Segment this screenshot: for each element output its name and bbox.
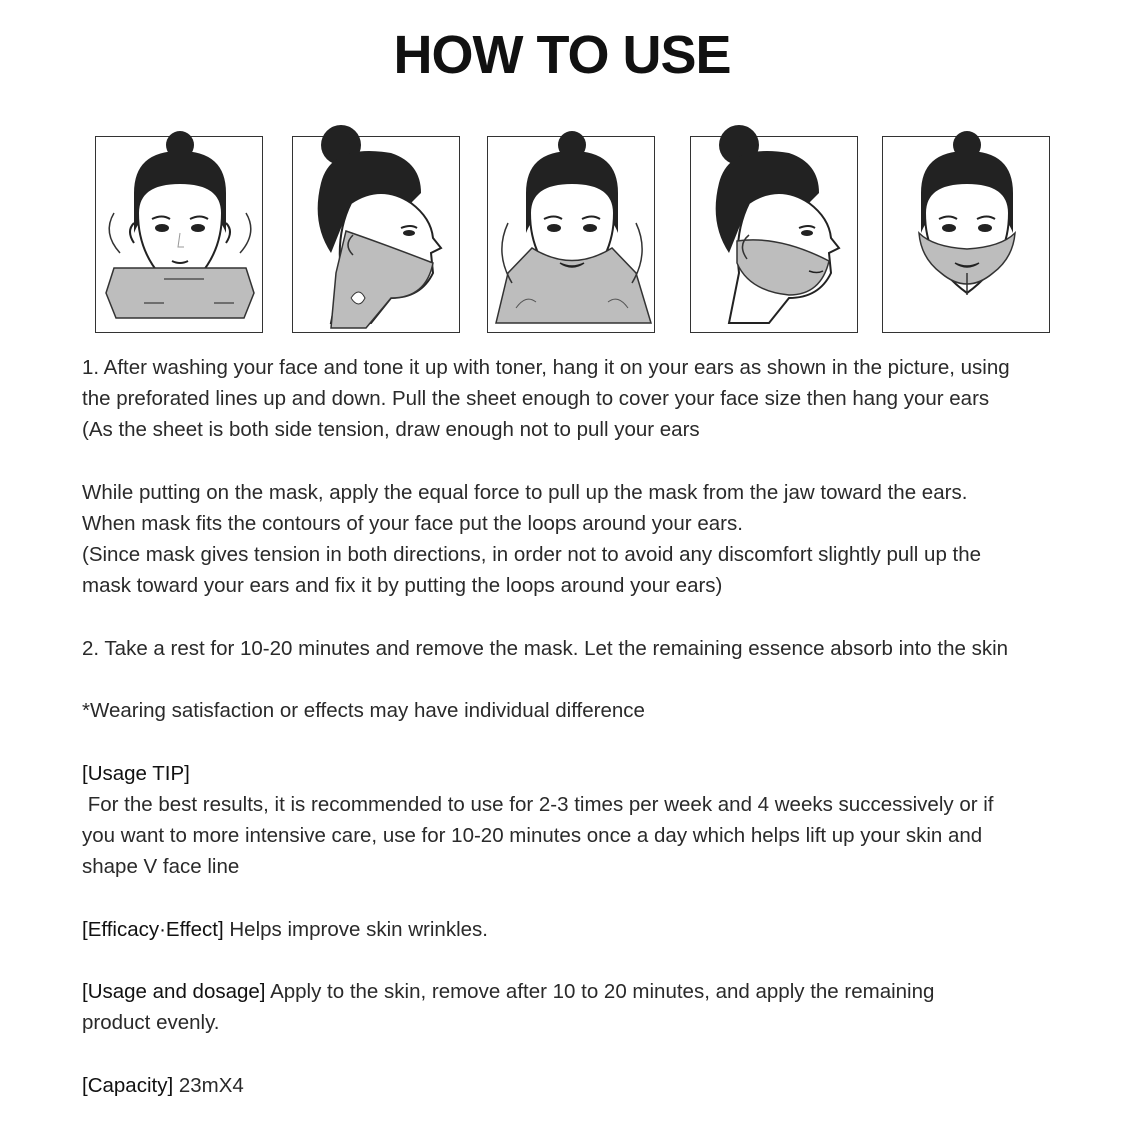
efficacy-text: Helps improve skin wrinkles. [223, 917, 488, 941]
efficacy-row [82, 914, 1072, 945]
page-title: HOW TO USE [393, 25, 731, 85]
mask-fit-line: When mask fits the contours of your face put the loops around your ears. [82, 512, 743, 535]
step1-line: the preforated lines up and down. Pull the sheet enough to cover your face size then hang your ears [82, 387, 990, 411]
mask-fit-line: mask toward your ears and fix it by putting the loops around your ears) [82, 574, 723, 598]
capacity-label: [Capacity] [82, 1073, 174, 1097]
face-front-mask-fitted-icon [881, 123, 1053, 336]
dosage-text: Apply to the skin, remove after 10 to 20 minutes, and apply the remaining [265, 979, 935, 1003]
mask-fit-line: (Since mask gives tension in both directions, in order not to avoid any discomfort slightly pull up the [82, 543, 982, 567]
face-side-mask-neck-icon [291, 123, 463, 336]
efficacy-label: [Efficacy·Effect] [82, 917, 224, 941]
step1-line: (As the sheet is both side tension, draw enough not to pull your ears [82, 418, 700, 442]
step-panel-1 [95, 136, 263, 333]
mask-fit-line: While putting on the mask, apply the equal force to pull up the mask from the jaw toward the ears. [82, 480, 968, 504]
usage-tip-line: you want to more intensive care, use for 10-20 minutes once a day which helps lift up your skin and [82, 823, 983, 847]
step1-line: 1. After washing your face and tone it up with toner, hang it on your ears as shown in the picture, using [82, 356, 1010, 379]
dosage-label: [Usage and dosage] [82, 979, 266, 1003]
steps-illustration [0, 132, 1124, 337]
capacity-row [82, 1070, 1072, 1101]
instructions-text [82, 352, 1072, 1101]
capacity-text: 23mX4 [173, 1073, 244, 1097]
step2-text: 2. Take a rest for 10-20 minutes and remove the mask. Let the remaining essence absorb into the skin [82, 636, 1009, 660]
disclaimer-note: *Wearing satisfaction or effects may have individual difference [82, 699, 645, 723]
usage-tip-line: shape V face line [82, 855, 240, 879]
face-side-mask-lift-icon [689, 123, 861, 336]
face-front-mask-hanging-icon [94, 123, 266, 336]
step-panel-2 [292, 136, 460, 333]
step-panel-5 [882, 136, 1050, 333]
step-panel-3 [487, 136, 655, 333]
dosage-line: product evenly. [82, 1011, 220, 1035]
face-front-mask-stretch-icon [486, 123, 658, 336]
dosage-row [82, 976, 1072, 1007]
usage-tip-label: [Usage TIP] [82, 761, 190, 785]
usage-tip-line: For the best results, it is recommended to use for 2-3 times per week and 4 weeks successively or if [82, 792, 994, 816]
step-panel-4 [690, 136, 858, 333]
